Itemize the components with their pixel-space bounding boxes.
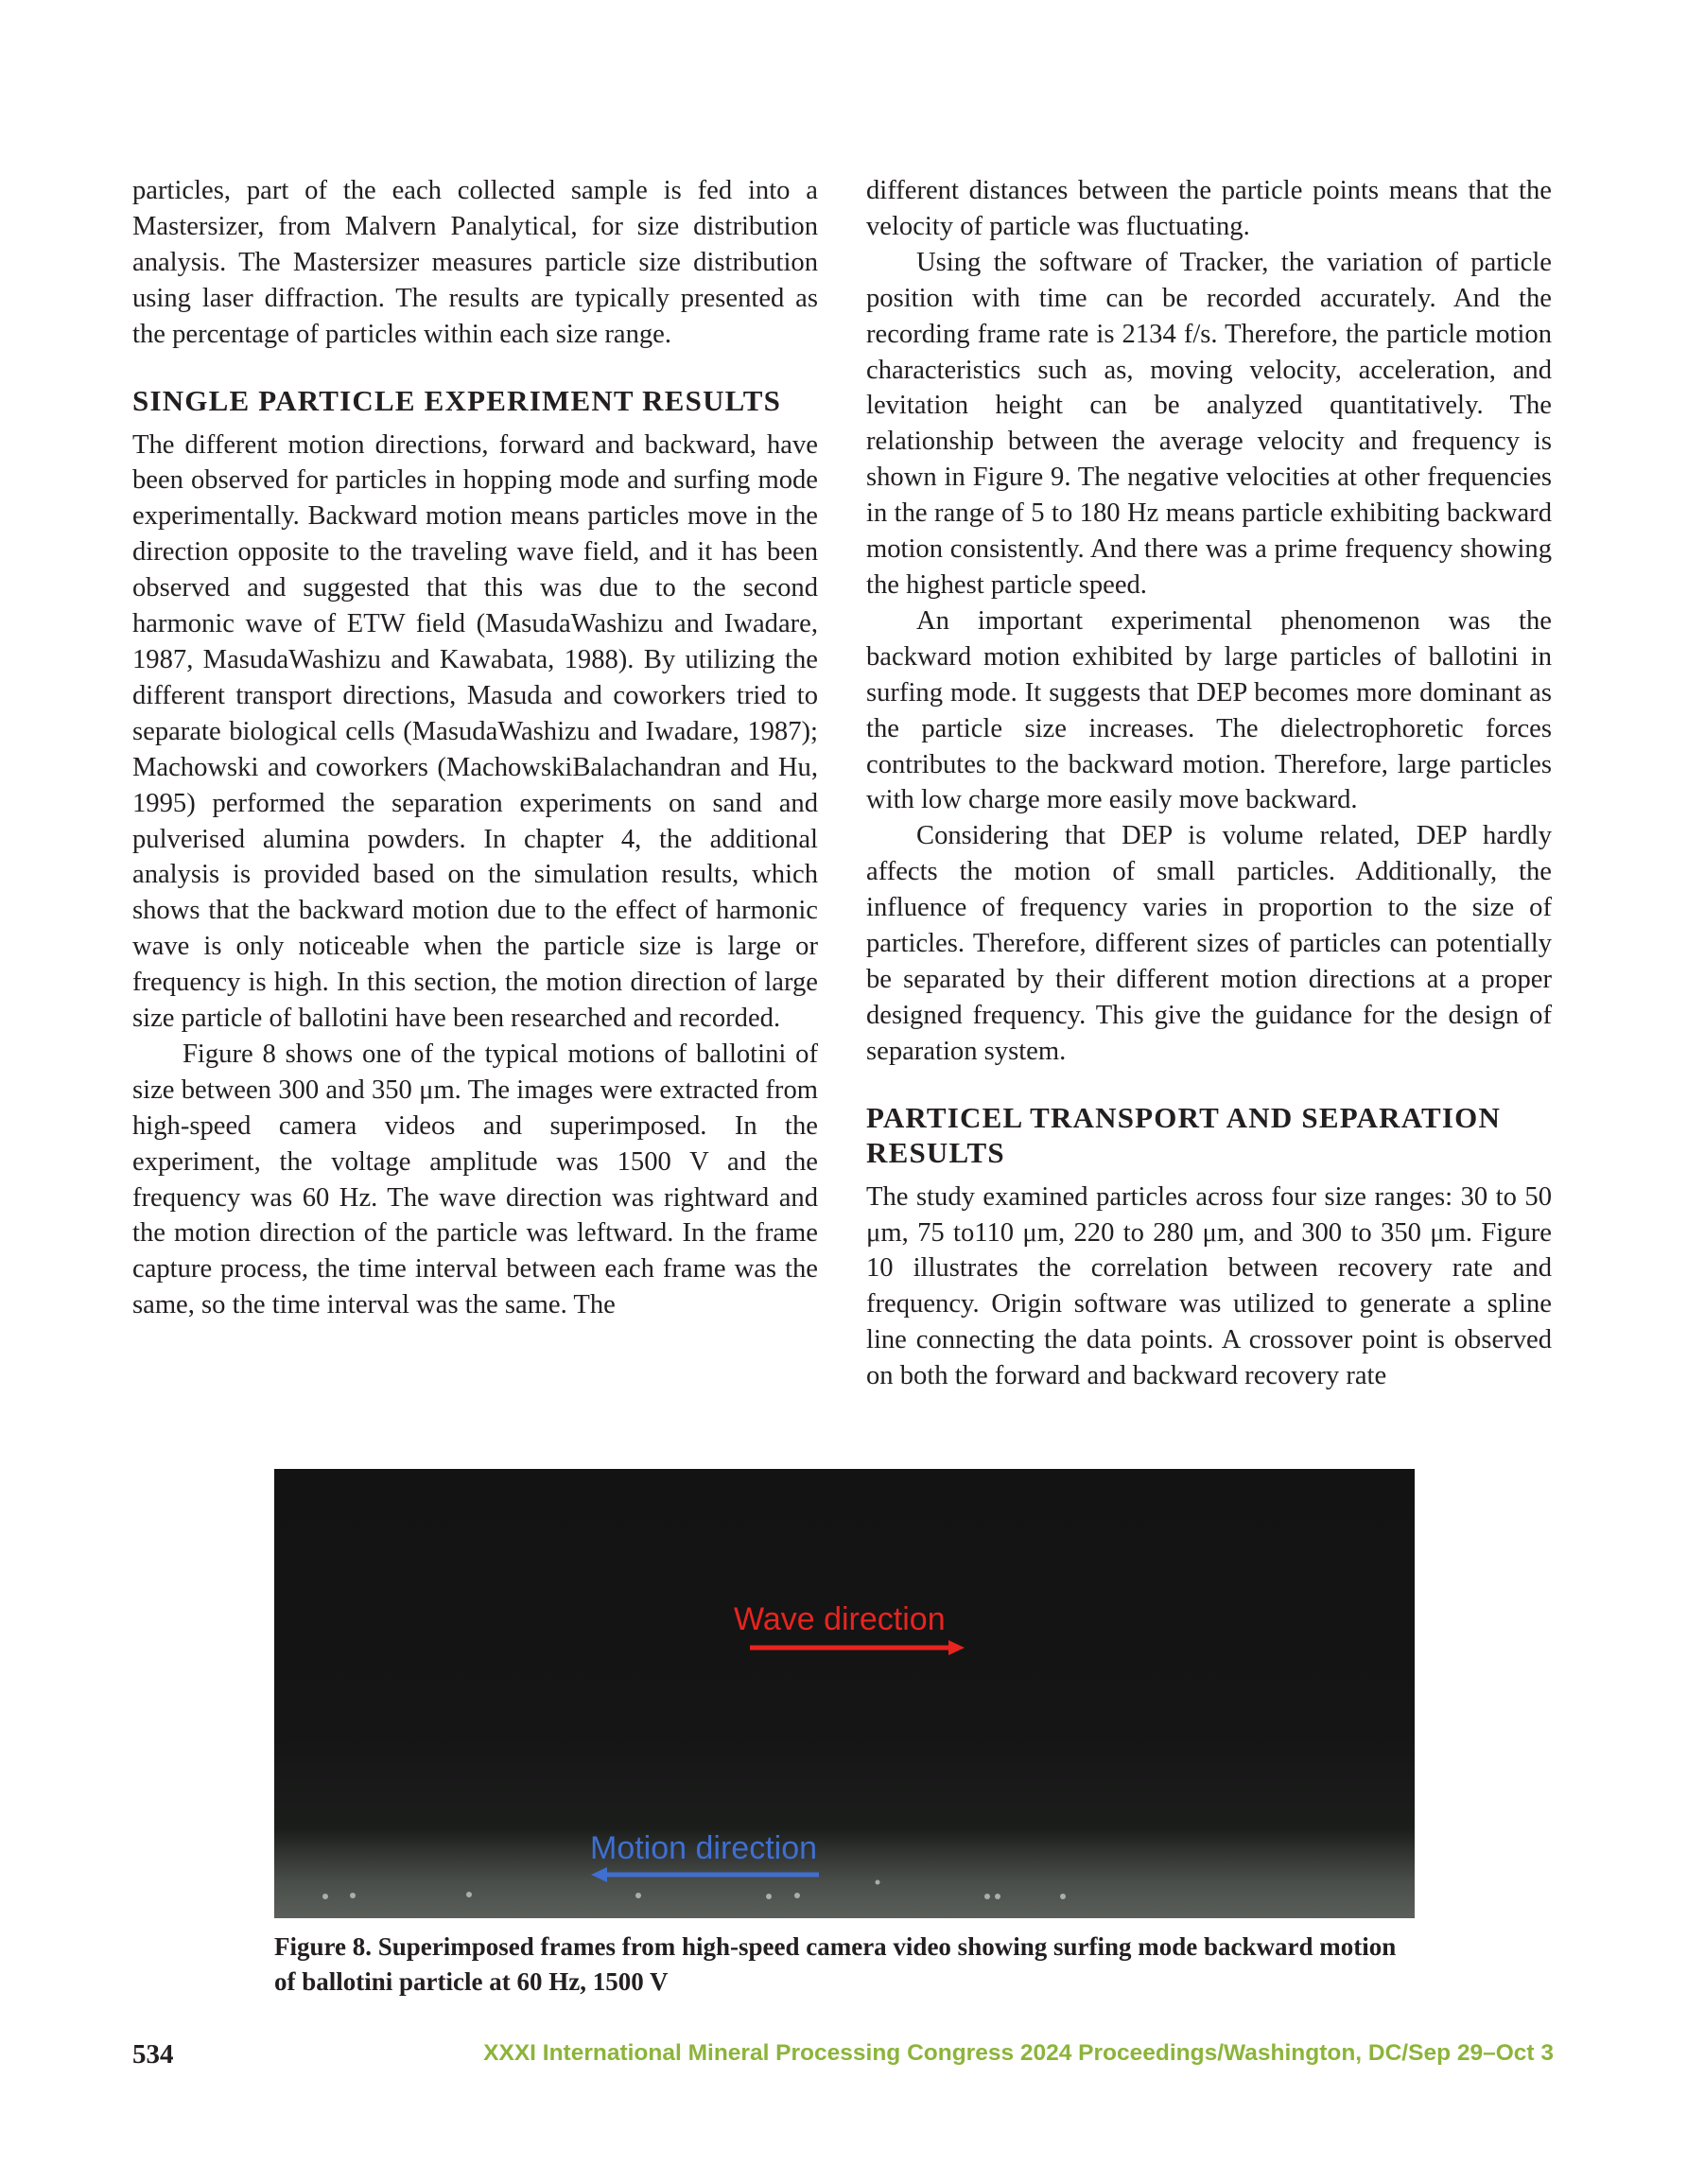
particle-trace [984, 1894, 990, 1899]
left-column [132, 173, 818, 1323]
particle-trace [1060, 1894, 1066, 1899]
figure-8-drawing [274, 1469, 1415, 1918]
body-paragraph: Considering that DEP is volume related, DEP hardly affects the motion of small particles. Additionally, the influence of frequency varies in proportion to the size of particles. Therefore, different sizes of particles can potentially be separated by their different motion directions at a proper designed frequency. This give the guidance for the design of separation system. [866, 821, 1552, 1066]
motion-direction-label: Motion direction [590, 1830, 818, 1866]
particle-trace [350, 1893, 356, 1898]
figure-8-image [274, 1469, 1415, 1918]
body-paragraph: Using the software of Tracker, the variation of particle position with time can be recorded accurately. And the recording frame rate is 2134 f/s. Therefore, the particle motion characteristics such as, moving velocity, acceleration, and levitation height can be analyzed quantitatively. The relationship between the average velocity and frequency is shown in Figure 9. The negative velocities at other frequencies in the range of 5 to 180 Hz means particle exhibiting backward motion consistently. And there was a prime frequency showing the highest particle speed. [866, 247, 1552, 600]
body-paragraph: Figure 8 shows one of the typical motions of ballotini of size between 300 and 350 μm. The images were extracted from high-speed camera videos and superimposed. In the experiment, the voltage amplitude was 1500 V and the frequency was 60 Hz. The wave direction was rightward and the motion direction of the particle was leftward. In the frame capture process, the time interval between each frame was the same, so the time interval was the same. The [132, 1039, 818, 1320]
body-paragraph: The different motion directions, forward and backward, have been observed for particles in hopping mode and surfing mode experimentally. Backward motion means particles move in the direction opposite to the traveling wave field, and it has been observed and suggested that this was due to the second harmonic wave of ETW field (MasudaWashizu and Iwadare, 1987, MasudaWashizu and Kawabata, 1988). By utilizing the different transport directions, Masuda and coworkers tried to separate biological cells (MasudaWashizu and Iwadare, 1987); Machowski and coworkers (MachowskiBalachandran and Hu, 1995) performed the separation experiments on sand and pulverised alumina powders. In chapter 4, the additional analysis is provided based on the simulation results, which shows that the backward motion due to the effect of harmonic wave is only noticeable when the particle size is large or frequency is high. In this section, the motion direction of large size particle of ballotini have been researched and recorded. [132, 429, 818, 1034]
wave-direction-label: Wave direction [734, 1601, 946, 1637]
particle-trace [322, 1894, 328, 1899]
particle-trace [995, 1894, 1000, 1899]
page-number: 534 [132, 2039, 174, 2070]
body-paragraph: different distances between the particle points means that the velocity of particle was fluctuating. [866, 176, 1552, 241]
particle-trace [876, 1880, 880, 1885]
right-column [866, 173, 1552, 1394]
running-footer: XXXI International Mineral Processing Congress 2024 Proceedings/Washington, DC/Sep 29–Oct 3 [483, 2040, 1554, 2066]
particle-traces [322, 1880, 1066, 1900]
section-heading: PARTICEL TRANSPORT AND SEPARATION RESULTS [866, 1100, 1502, 1169]
particle-trace [794, 1893, 800, 1898]
body-paragraph: An important experimental phenomenon was the backward motion exhibited by large particles of ballotini in surfing mode. It suggests that DEP becomes more dominant as the particle size increases. The dielectrophoretic forces contributes to the backward motion. Therefore, large particles with low charge more easily move backward. [866, 605, 1552, 815]
body-paragraph: The study examined particles across four size ranges: 30 to 50 μm, 75 to110 μm, 220 to 280 μm, and 300 to 350 μm. Figure 10 illustrates the correlation between recovery rate and frequency. Origin software was utilized to generate a spline line connecting the data points. A crossover point is observed on both the forward and backward recovery rate [866, 1181, 1552, 1391]
figure-caption: Figure 8. Superimposed frames from high-speed camera video showing surfing mode backward motion of ballotini particle at 60 Hz, 1500 V [274, 1932, 1397, 1996]
particle-trace [635, 1893, 641, 1898]
particle-trace [766, 1894, 772, 1899]
body-paragraph: particles, part of the each collected sample is fed into a Mastersizer, from Malvern Panalytical, for size distribution analysis. The Mastersizer measures particle size distribution using laser diffraction. The results are typically presented as the percentage of particles within each size range. [132, 176, 818, 349]
particle-trace [466, 1892, 472, 1897]
section-heading: SINGLE PARTICLE EXPERIMENT RESULTS [132, 383, 782, 417]
motion-direction-arrow [591, 1867, 819, 1882]
wave-direction-arrow [750, 1640, 965, 1655]
